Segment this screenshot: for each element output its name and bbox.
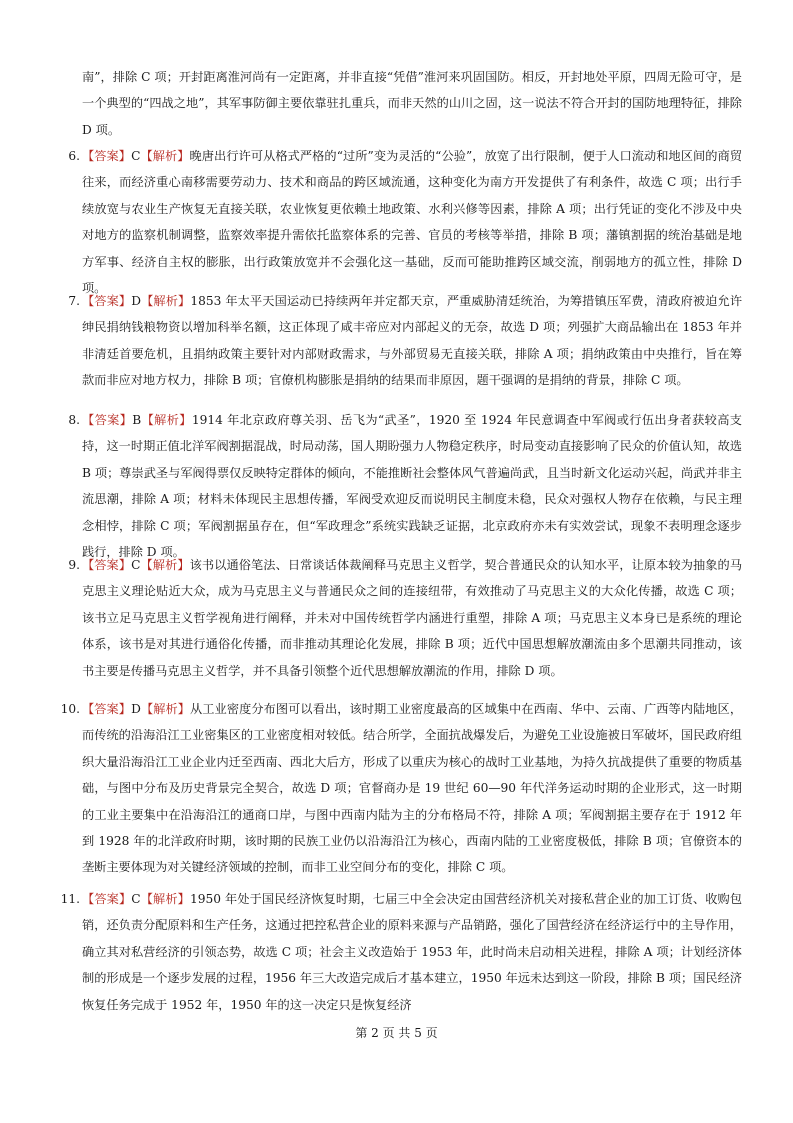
analysis-text: 1914 年北京政府尊关羽、岳飞为“武圣”，1920 至 1924 年民意调查中军阀或行伍出身者获较高支持，这一时期正值北洋军阀割据混战，时局动荡，国人期盼强力人物稳定秩序，时局变动直接影响了民众的价值认知，故选 B 项；尊崇武圣与军阀得票仅反映特定群体的倾向，不能推断社会整体风气普遍尚武，且当时新文化运动兴起，尚武并非主流思潮，排除 A 项；材料未体现民主思想传播，军阀受欢迎反而说明民主制度未稳，民众对强权人物存在依赖，与民主理念相悖，排除 C 项；军阀割据虽存在，但“军政理念”系统实践缺乏证据，北京政府亦未有实效尝试，现象不表明理念逐步践行，排除 D 项。: [82, 413, 742, 560]
analysis-text: 1853 年太平天国运动已持续两年并定都天京，严重威胁清廷统治，为筹措镇压军费，清政府被迫允许绅民捐纳钱粮物资以增加科举名额，这正体现了咸丰帝应对内部起义的无奈，故选 D 项；列强扩大商品输出在 1853 年并非清廷首要危机，且捐纳政策主要针对内部财政需求，与外部贸易无直接关联，排除 A 项；捐纳政策由中央推行，旨在筹款而非应对地方权力，排除 B 项；官僚机构膨胀是捐纳的结果而非原因，题干强调的是捐纳的背景，排除 C 项。: [82, 294, 743, 388]
question-8: [68, 407, 742, 565]
answer-letter: C: [131, 892, 141, 906]
answer-label: 【答案】: [82, 294, 132, 308]
answer-label: 【答案】: [82, 702, 132, 716]
answer-letter: B: [132, 413, 142, 427]
analysis-text: 1950 年处于国民经济恢复时期，七届三中全会决定由国营经济机关对接私营企业的加工订货、收购包销，还负责分配原料和生产任务，这通过把控私营企业的原料来源与产品销路，强化了国营经济在经济运行中的主导作用，确立其对私营经济的引领态势，故选 C 项；社会主义改造始于 1953 年，此时尚未启动相关进程，排除 A 项；计划经济体制的形成是一个逐步发展的过程，1956 年三大改造完成后才基本建立，1950 年远未达到这一阶段，排除 B 项；国民经济恢复任务完成于 1952 年，1950 年的这一决定只是恢复经济: [82, 892, 743, 1012]
analysis-label: 【解析】: [141, 294, 191, 308]
analysis-label: 【解析】: [140, 558, 190, 572]
question-number: 11.: [60, 892, 80, 906]
analysis-text: 从工业密度分布图可以看出，该时期工业密度最高的区域集中在西南、华中、云南、广西等内陆地区，而传统的沿海沿江工业密集区的工业密度相对较低。结合所学，全面抗战爆发后，为避免工业设施被日军破坏，国民政府组织大量沿海沿江工业企业内迁至西南、西北大后方，形成了以重庆为核心的战时工业基地，为持久抗战提供了重要的物质基础，与图中分布及历史背景完全契合，故选 D 项；官督商办是 19 世纪 60—90 年代洋务运动时期的企业形式，这一时期的工业主要集中在沿海沿江的通商口岸，与图中西南内陆为主的分布格局不符，排除 A 项；军阀割据主要存在于 1912 年到 1928 年的北洋政府时期，该时期的民族工业仍以沿海沿江为核心，西南内陆的工业密度极低，排除 B 项；官僚资本的垄断主要体现为对关键经济领域的控制，而非工业空间分布的变化，排除 C 项。: [82, 702, 743, 875]
analysis-text: 晚唐出行许可从格式严格的“过所”变为灵活的“公验”，放宽了出行限制，便于人口流动和地区间的商贸往来，而经济重心南移需要劳动力、技术和商品的跨区域流通，这种变化为南方开发提供了有利条件，故选 C 项；出行手续放宽与农业生产恢复无直接关联，农业恢复更依赖土地政策、水利兴修等因素，排除 A 项；出行凭证的变化不涉及中央对地方的监察机制调整，监察效率提升需依托监察体系的完善、官员的考核等举措，排除 B 项；藩镇割据的统治基础是地方军事、经济自主权的膨胀，出行政策放宽并不会强化这一基础，反而可能助推跨区域交流，削弱地方的孤立性，排除 D 项。: [82, 149, 743, 296]
answer-label: 【答案】: [82, 892, 132, 906]
analysis-text: 该书以通俗笔法、日常谈话体裁阐释马克思主义哲学，契合普通民众的认知水平，让原本较为抽象的马克思主义理论贴近大众，成为马克思主义与普通民众之间的连接纽带，有效推动了马克思主义的大众化传播，故选 C 项；该书立足马克思主义哲学视角进行阐释，并未对中国传统哲学内涵进行重塑，排除 A 项；马克思主义本身已是系统的理论体系，该书是对其进行通俗化传播，而非推动其理论化发展，排除 B 项；近代中国思想解放潮流由多个思潮共同推动，该书主要是传播马克思主义哲学，并不具备引领整个近代思想解放潮流的作用，排除 D 项。: [82, 558, 743, 678]
analysis-label: 【解析】: [140, 149, 190, 163]
answer-label: 【答案】: [82, 558, 132, 572]
answer-label: 【答案】: [82, 413, 133, 427]
question-number: 9.: [68, 558, 80, 572]
question-number: 10.: [60, 702, 80, 716]
analysis-label: 【解析】: [140, 892, 190, 906]
question-number: 7.: [68, 294, 80, 308]
question-10: [60, 696, 743, 881]
analysis-label: 【解析】: [140, 702, 191, 716]
answer-letter: D: [131, 294, 141, 308]
question-6: [68, 143, 743, 301]
question-number: 6.: [68, 149, 80, 163]
question-11: [60, 886, 743, 1018]
question-7: [68, 288, 743, 394]
answer-letter: C: [131, 558, 141, 572]
answer-label: 【答案】: [82, 149, 132, 163]
continued-paragraph: 南”，排除 C 项；开封距离淮河尚有一定距离，并非直接“凭借”淮河来巩固国防。相反，开封地处平原，四周无险可守，是一个典型的“四战之地”，其军事防御主要依靠驻扎重兵，而非天然的山川之固，这一说法不符合开封的国防地理特征，排除 D 项。: [82, 70, 742, 137]
question-number: 8.: [68, 413, 80, 427]
question-9: [68, 552, 743, 684]
analysis-label: 【解析】: [141, 413, 192, 427]
page-number-footer: 第 2 页 共 5 页: [355, 1026, 438, 1040]
answer-letter: D: [131, 702, 141, 716]
answer-letter: C: [131, 149, 141, 163]
